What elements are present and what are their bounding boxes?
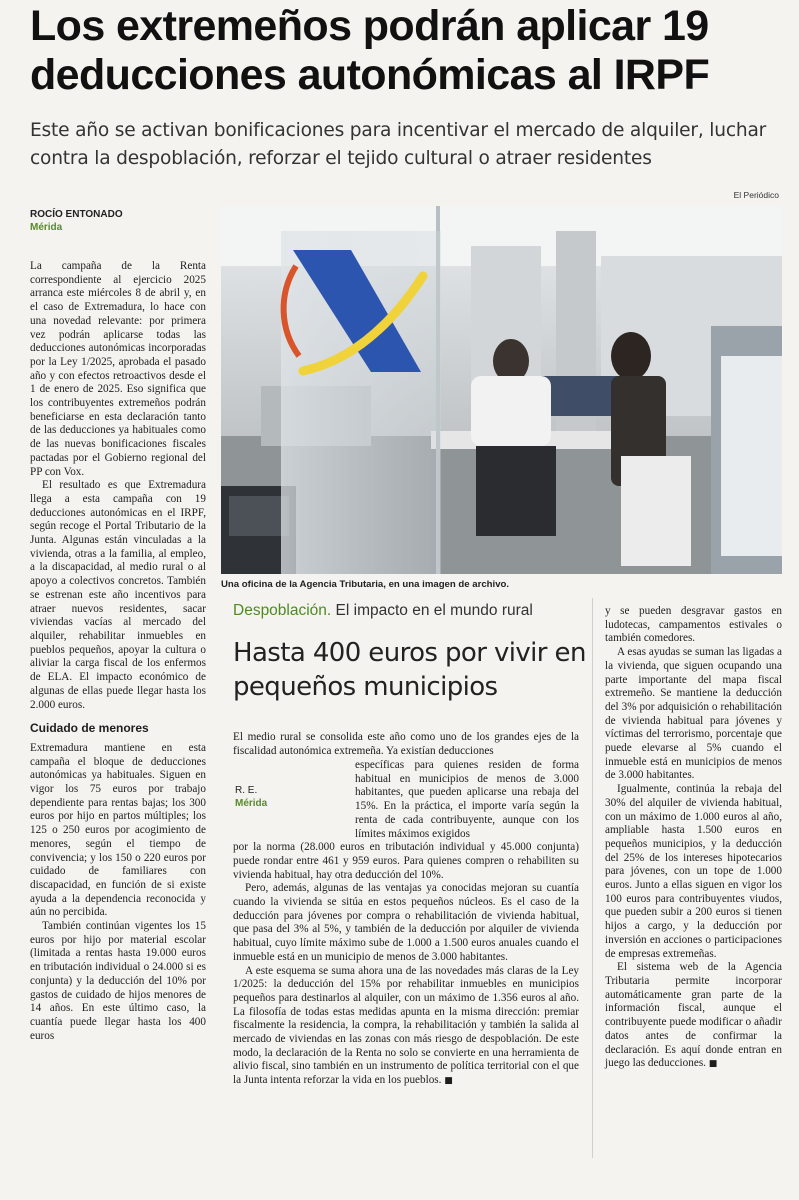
main-column-3 <box>605 605 782 1072</box>
story-lead: El medio rural se consolida este año como uno de los grandes ejes de la fiscalidad autonómica extremeña. Ya existían deducciones <box>233 731 579 757</box>
story-body <box>233 759 579 1089</box>
end-mark: ■ <box>708 1059 718 1070</box>
paragraph: Extremadura mantiene en esta campaña el bloque de deducciones autonómicas ya habituales. Siguen en vigor los 75 euros por trabajo dependiente para rentas bajas; los 300 euros por hijo en partos múltiples; los 125 o 250 euros por acogimiento de menores, según el tiempo de convivencia; y los 150 o 220 euros por cuidado de familiares con discapacidad, en función de si existe ayuda a la dependencia reconocida y aún no percibida. <box>30 741 206 919</box>
dateline-location: Mérida <box>30 222 63 233</box>
photo-credit: El Periódico <box>733 190 779 200</box>
story-headline: Hasta 400 euros por vivir en pequeños municipios <box>233 638 586 702</box>
author-name: ROCÍO ENTONADO <box>30 209 123 220</box>
end-mark: ■ <box>444 1076 453 1087</box>
story-location: Mérida <box>235 798 268 809</box>
paragraph: y se pueden desgravar gastos en ludotecas, campamentos estivales o también comedores. <box>605 605 782 645</box>
paragraph: El resultado es que Extremadura llega a esta campaña con 19 deducciones autonómicas en el IRPF, según recoge el Portal Tributario de la Junta. Algunas están vinculadas a la vivienda, otras a la familia, al empleo, a la discapacidad, al medio rural o al apoyo a colectivos concretos. También se estrenan este año incentivos para atraer nuevos residentes, sacar viviendas vacías al mercado del alquiler, rehabilitar inmuebles en pueblos pequeños, apoyar la cultura o aliviar la carga fiscal de los enfermos de ELA. El impacto económico de algunas de ellas puede llegar hasta los 2.000 euros. <box>30 479 206 711</box>
main-column-1 <box>30 260 206 1043</box>
paragraph: específicas para quienes residen de forma habitual en municipios de menos de 3.000 habitantes, que pueden aplicarse una rebaja del 15%. En la práctica, el importe varía según la renta de cada contribuyente, aunque con los límites máximos exigidos <box>355 759 579 840</box>
byline <box>30 208 123 234</box>
section-subtitle: Cuidado de menores <box>30 721 149 736</box>
paragraph: Pero, además, algunas de las ventajas ya conocidas mejoran su cuantía cuando la vivienda se sitúa en estos pequeños núcleos. Es el caso de la deducción para jóvenes por compra o rehabilitación de vivienda habitual, que pasa del 3% al 5%, y también de la deducción por alquiler de vivienda habitual, cuyo límite máximo sube de 1.000 a 1.500 euros anuales cuando el inmueble está en un municipio de menos de 3.000 habitantes. <box>233 882 579 963</box>
paragraph-text: El sistema web de la Agencia Tributaria permite incorporar automáticamente gran parte de la información fiscal, aunque el contribuyente puede modificar o añadir datos antes de confirmar la declaración. Es aquí donde entran en juego las deducciones. <box>605 961 782 1070</box>
paragraph <box>233 965 579 1089</box>
paragraph: La campaña de la Renta correspondiente al ejercicio 2025 arranca este miércoles 8 de abril y, en el caso de Extremadura, lo hace con una novedad relevante: por primera vez podrán aplicarse todas las deducciones autonómicas incorporadas por la Ley 1/2025, aprobada el pasado año y con efectos retroactivos desde el 1 de enero de 2025. Eso significa que los contribuyentes extremeños podrán beneficiarse en esta declaración tanto de las deducciones ya habituales como de las nuevas bonificaciones fiscales pactadas por el Gobierno regional del PP con Vox. <box>30 260 206 478</box>
section-label: El impacto en el mundo rural <box>335 602 533 619</box>
photo-caption: Una oficina de la Agencia Tributaria, en una imagen de archivo. <box>221 579 510 590</box>
office-photo <box>221 206 782 574</box>
story-author: R. E. <box>235 785 258 796</box>
paragraph: También continúan vigentes los 15 euros por hijo por material escolar (limitada a rentas hasta 19.000 euros en tributación individual o 24.000 si es conjunta) y la deducción del 10% por gastos de cuidado de hijos menores de 14 años. En este último caso, la cuantía puede llegar hasta los 400 euros <box>30 920 206 1042</box>
column-divider <box>592 598 593 1158</box>
paragraph <box>605 961 782 1072</box>
paragraph: A esas ayudas se suman las ligadas a la vivienda, que siguen ocupando una parte importante del mapa fiscal extremeño. Se mantiene la deducción del 3% por adquisición o rehabilitación de vivienda habitual para jóvenes y víctimas del terrorismo, porcentaje que puede elevarse al 5% cuando el inmueble está en municipios de menos de 3.000 habitantes. <box>605 646 782 782</box>
office-photo-illustration <box>221 206 782 574</box>
section-tag <box>233 602 533 620</box>
kicker: Despoblación. <box>233 602 332 619</box>
paragraph: Igualmente, continúa la rebaja del 30% del alquiler de vivienda habitual, con un máximo de 1.000 euros al año, ampliable hasta 1.500 euros en pequeños municipios, y la deducción del 25% de los intereses hipotecarios para jóvenes, con un tope de 1.000 euros. Junto a ellas siguen en vigor los 100 euros para contribuyentes viudos, que pueden subir a 200 euros si tienen hijos a cargo, y la deducción por inversión en acciones o participaciones de empresas extremeñas. <box>605 783 782 960</box>
headline: Los extremeños podrán aplicar 19 deducciones autonómicas al IRPF <box>30 2 710 99</box>
paragraph: por la norma (28.000 euros en tributación individual y 45.000 conjunta) puede rondar entre 461 y 959 euros. Para quienes compren o rehabiliten su vivienda habitual, hay otra deducción del 10%. <box>233 841 579 881</box>
subheadline: Este año se activan bonificaciones para incentivar el mercado de alquiler, luchar contra la despoblación, reforzar el tejido cultural o atraer residentes <box>30 120 767 169</box>
paragraph-text: A este esquema se suma ahora una de las novedades más claras de la Ley 1/2025: la deducción del 15% por rehabilitar inmuebles en municipios pequeños para destinarlos al alquiler, con un máximo de 1.356 euros al año. La filosofía de todas estas medidas apunta en la misma dirección: premiar fiscalmente la residencia, la compra, la rehabilitación y también la salida al mercado de viviendas en las zonas con más riesgo de despoblación. De este modo, la declaración de la Renta no solo se convierte en una herramienta de alivio fiscal, sino también en un instrumento de política territorial con el que la Junta intenta reforzar la vida en los pueblos. <box>233 964 579 1087</box>
